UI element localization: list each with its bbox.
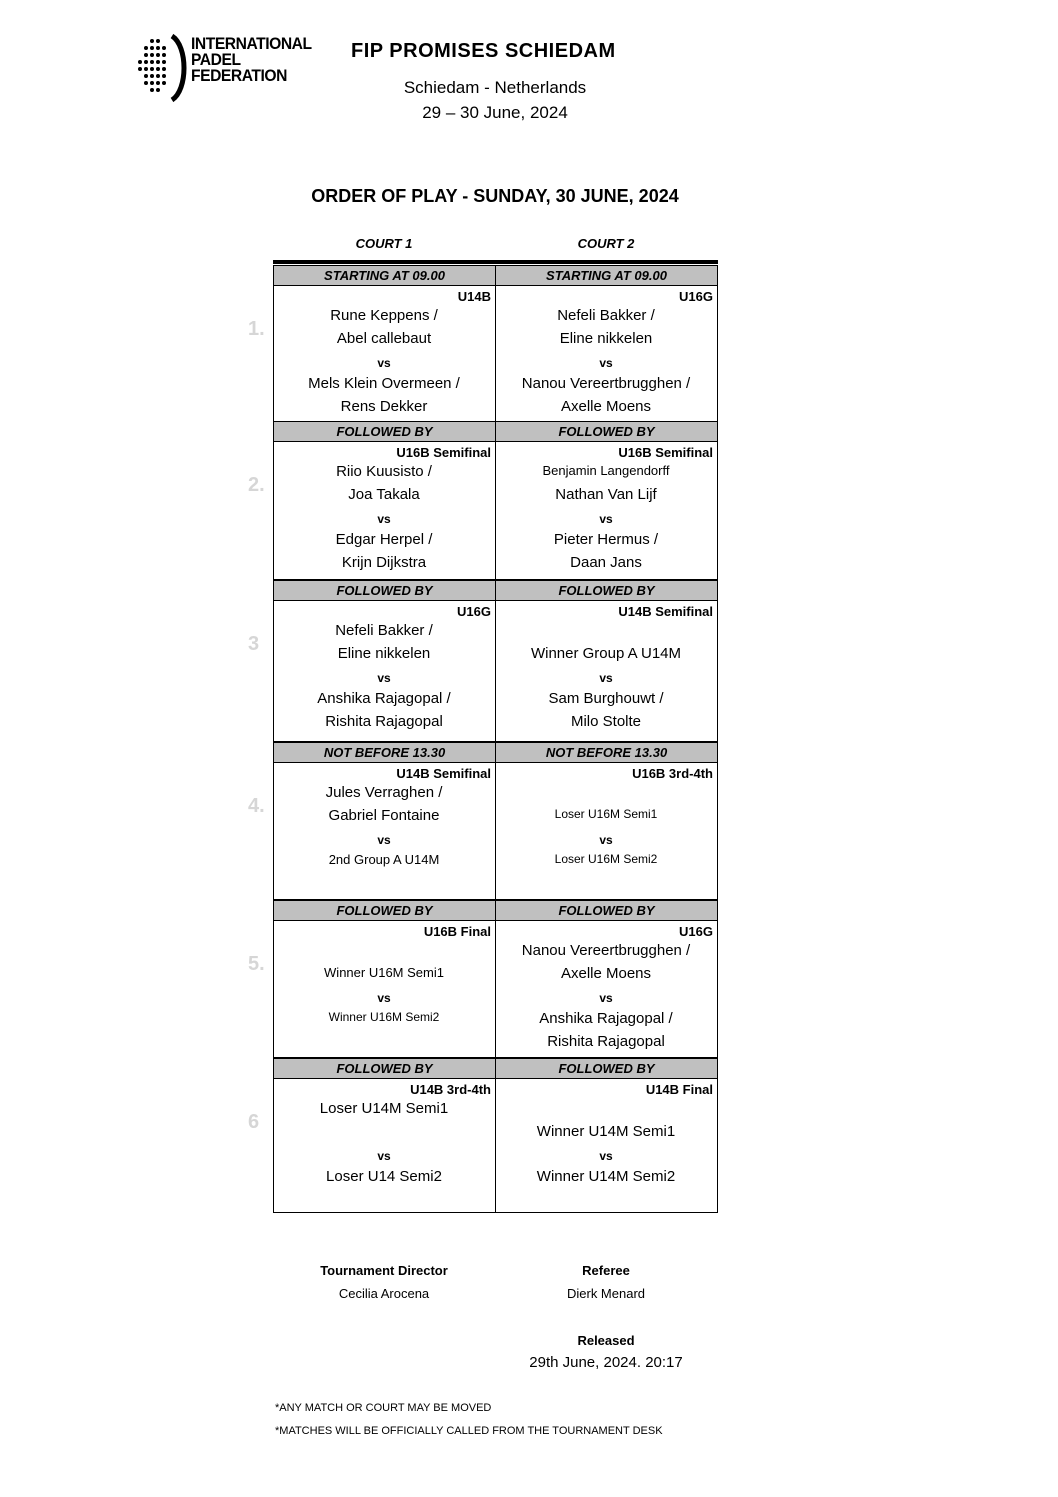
logo-line-2: PADEL: [191, 50, 241, 69]
player-line: Abel callebaut: [336, 330, 432, 347]
slot-4-c2-header: NOT BEFORE 13.30: [495, 742, 718, 763]
versus-label: vs: [599, 833, 613, 847]
released-value: 29th June, 2024. 20:17: [529, 1354, 683, 1371]
court-2-header: COURT 2: [577, 236, 635, 251]
player-line: Mels Klein Overmeen /: [308, 375, 460, 392]
slot-3-c2-category: U14B Semifinal: [618, 604, 713, 619]
player-line: Riio Kuusisto /: [336, 463, 432, 480]
slot-4-c2-category: U16B 3rd-4th: [632, 766, 713, 781]
player-line: Benjamin Langendorff: [542, 463, 670, 478]
versus-label: vs: [599, 991, 613, 1005]
player-line: Winner Group A U14M: [530, 645, 682, 662]
court-divider: [495, 1078, 496, 1213]
slot-2-c1-header: FOLLOWED BY: [273, 421, 496, 442]
court-divider: [495, 762, 496, 900]
player-line: Loser U14M Semi1: [319, 1100, 449, 1117]
versus-label: vs: [599, 512, 613, 526]
slot-1-c1-category: U14B: [457, 289, 491, 304]
slot-4-number: 4.: [248, 795, 265, 817]
player-line: Milo Stolte: [570, 713, 642, 730]
slot-4-c1-category: U14B Semifinal: [396, 766, 491, 781]
logo-line-3: FEDERATION: [191, 66, 287, 85]
player-line: Rishita Rajagopal: [325, 713, 443, 730]
tournament-dates: 29 – 30 June, 2024: [422, 103, 568, 122]
player-line: Loser U16M Semi2: [554, 852, 658, 866]
slot-6-c1-category: U14B 3rd-4th: [410, 1082, 491, 1097]
tournament-location: Schiedam - Netherlands: [403, 78, 587, 97]
player-line: Daan Jans: [570, 554, 642, 571]
player-line: Nanou Vereertbrugghen /: [521, 375, 691, 392]
versus-label: vs: [377, 991, 391, 1005]
slot-3-c1-header: FOLLOWED BY: [273, 580, 496, 601]
player-line: Eline nikkelen: [559, 330, 653, 347]
slot-3-number: 3: [248, 633, 260, 655]
slot-6-c2-header: FOLLOWED BY: [495, 1058, 718, 1079]
slot-1-c2-category: U16G: [679, 289, 713, 304]
slot-3-c2-header: FOLLOWED BY: [495, 580, 718, 601]
player-line: Nefeli Bakker /: [557, 307, 655, 324]
slot-1-number: 1.: [248, 318, 265, 340]
slot-5-c2-category: U16G: [679, 924, 713, 939]
player-line: Rens Dekker: [340, 398, 428, 415]
player-line: Jules Verraghen /: [325, 784, 443, 801]
player-line: Nathan Van Lijf: [555, 486, 657, 503]
slot-5-number: 5.: [248, 953, 265, 975]
player-line: 2nd Group A U14M: [328, 852, 440, 867]
versus-label: vs: [377, 671, 391, 685]
slot-2-number: 2.: [248, 474, 265, 496]
slot-1-c1-header: STARTING AT 09.00: [273, 265, 496, 286]
director-label: Tournament Director: [320, 1263, 448, 1278]
padel-ball-icon: [134, 32, 188, 104]
tournament-title: FIP PROMISES SCHIEDAM: [351, 40, 616, 62]
versus-label: vs: [599, 1149, 613, 1163]
slot-3-c1-category: U16G: [457, 604, 491, 619]
slot-5-c1-category: U16B Final: [423, 924, 491, 939]
slot-1-c2-header: STARTING AT 09.00: [495, 265, 718, 286]
player-line: Winner U16M Semi1: [324, 965, 444, 980]
slot-4-c1-header: NOT BEFORE 13.30: [273, 742, 496, 763]
player-line: Winner U14M Semi2: [536, 1168, 676, 1185]
player-line: Eline nikkelen: [337, 645, 431, 662]
player-line: Rune Keppens /: [330, 307, 438, 324]
player-line: Anshika Rajagopal /: [317, 690, 451, 707]
player-line: Nanou Vereertbrugghen /: [521, 942, 691, 959]
order-of-play-title: ORDER OF PLAY - SUNDAY, 30 JUNE, 2024: [311, 186, 679, 206]
fip-logo: [134, 32, 314, 104]
player-line: Winner U16M Semi2: [328, 1010, 440, 1024]
note-court-moved: *ANY MATCH OR COURT MAY BE MOVED: [275, 1402, 492, 1414]
player-line: Gabriel Fontaine: [328, 807, 440, 824]
player-line: Anshika Rajagopal /: [539, 1010, 673, 1027]
versus-label: vs: [377, 512, 391, 526]
player-line: Axelle Moens: [560, 965, 652, 982]
slot-5-c2-header: FOLLOWED BY: [495, 900, 718, 921]
slot-6-number: 6: [248, 1111, 260, 1133]
released-label: Released: [577, 1333, 635, 1348]
versus-label: vs: [377, 356, 391, 370]
player-line: Nefeli Bakker /: [335, 622, 433, 639]
referee-label: Referee: [582, 1263, 630, 1278]
versus-label: vs: [599, 671, 613, 685]
versus-label: vs: [599, 356, 613, 370]
logo-line-1: INTERNATIONAL: [191, 34, 312, 53]
note-tournament-desk: *MATCHES WILL BE OFFICIALLY CALLED FROM THE TOURNAMENT DESK: [275, 1425, 663, 1437]
player-line: Loser U14 Semi2: [326, 1168, 442, 1185]
slot-5-c1-header: FOLLOWED BY: [273, 900, 496, 921]
court-1-header: COURT 1: [355, 236, 413, 251]
player-line: Loser U16M Semi1: [554, 807, 658, 821]
slot-2-c1-category: U16B Semifinal: [396, 445, 491, 460]
director-name: Cecilia Arocena: [338, 1286, 430, 1301]
player-line: Krijn Dijkstra: [341, 554, 427, 571]
versus-label: vs: [377, 1149, 391, 1163]
player-line: Axelle Moens: [560, 398, 652, 415]
player-line: Edgar Herpel /: [335, 531, 433, 548]
slot-6-c1-header: FOLLOWED BY: [273, 1058, 496, 1079]
versus-label: vs: [377, 833, 391, 847]
slot-2-c2-category: U16B Semifinal: [618, 445, 713, 460]
schedule-top-rule: [273, 260, 718, 264]
player-line: Pieter Hermus /: [553, 531, 659, 548]
slot-6-c2-category: U14B Final: [645, 1082, 713, 1097]
slot-2-c2-header: FOLLOWED BY: [495, 421, 718, 442]
referee-name: Dierk Menard: [566, 1286, 646, 1301]
player-line: Rishita Rajagopal: [547, 1033, 665, 1050]
player-line: Joa Takala: [348, 486, 420, 503]
player-line: Sam Burghouwt /: [548, 690, 664, 707]
player-line: Winner U14M Semi1: [536, 1123, 676, 1140]
